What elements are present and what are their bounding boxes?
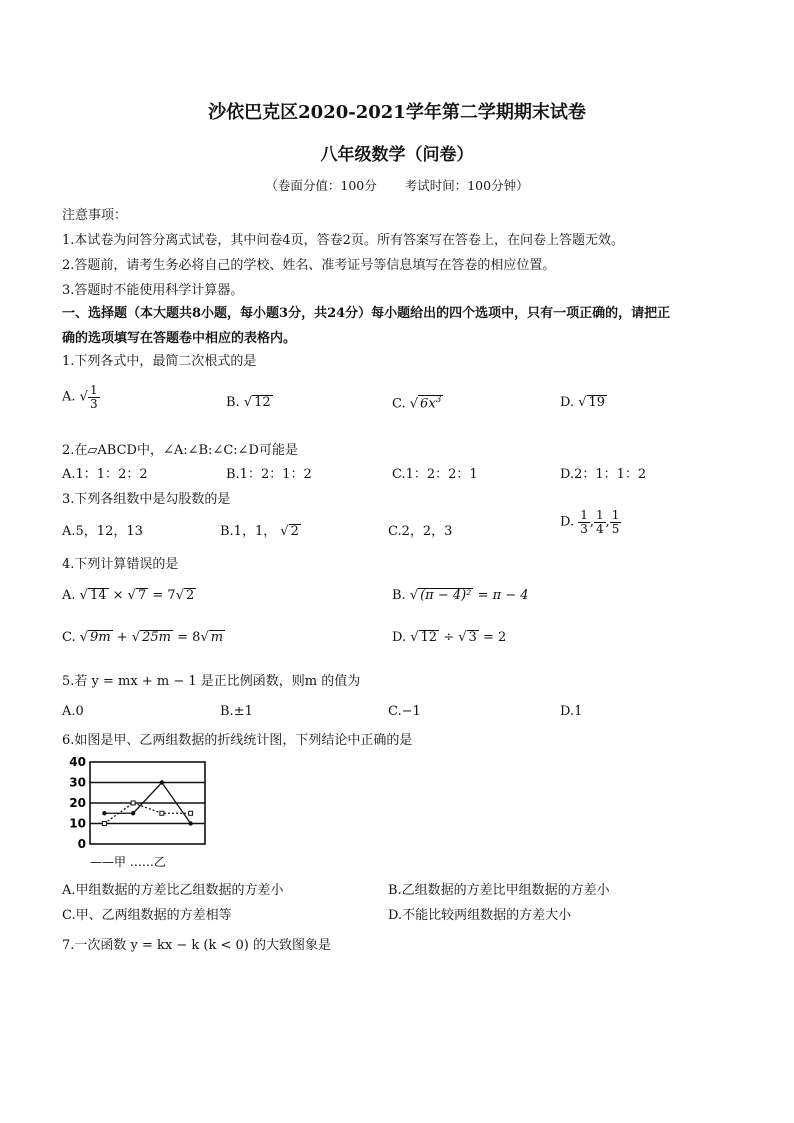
exam-title: 沙依巴克区2020-2021学年第二学期期末试卷 [208,102,586,123]
q3-d-frac1 [578,509,590,535]
q1-stem: 1.下列各式中，最简二次根式的是 [62,354,257,369]
radicand: 25m [142,630,171,645]
notes-header: 注意事项： [62,208,128,223]
q4-option-b: B. √ (π − 4)² = π − 4 [392,588,529,603]
q1-option-d: D. √ 19 [560,395,606,410]
frac-den: 3 [89,396,98,411]
q1-c-label: C. [392,396,406,412]
data-point [102,811,106,815]
q6-option-b: B.乙组数据的方差比甲组数据的方差小 [388,883,610,898]
radicand: m [210,630,224,645]
note-2: 2.答题前，请考生务必将自己的学校、姓名、准考证号等信息填写在答卷的相应位置。 [62,258,556,273]
q3-option-d: D. $\frac{1}{3}$ , $\frac{1}{4}$ , $\frac{1}{5}$ [560,508,620,536]
q3-d-label: D. [560,514,575,530]
equals: = 7 [152,588,176,603]
radicand: 3 [468,630,477,645]
q5-stem: 5.若 y = mx + m − 1 是正比例函数，则m 的值为 [62,674,361,689]
q4-d-label: D. [392,630,407,645]
radicand: 14 [89,588,107,603]
q1-b-radicand: 12 [254,395,271,410]
radicand: 7 [137,588,147,603]
data-point [188,821,192,825]
frac-den: 5 [611,521,620,536]
frac-num: 1 [89,383,98,397]
q6-stem: 6.如图是甲、乙两组数据的折线统计图，下列结论中正确的是 [62,733,413,748]
data-point [160,811,164,815]
sqrt-sign: √ [79,389,88,405]
q3-option-b: B.1，1， √ 2 [220,524,299,539]
radicand: 9m [90,630,111,645]
score-info: （卷面分值：100分 [265,178,377,193]
q3-option-c: C.2，2，3 [388,524,453,539]
q5-option-b: B.±1 [220,704,253,719]
data-point [102,822,106,826]
frac-num: 1 [580,508,588,522]
y-tick-label: 10 [69,816,86,831]
q7-stem: 7.一次函数 y = kx − k (k < 0) 的大致图象是 [62,938,331,953]
operator: + [116,630,128,645]
q1-b-label: B. [226,395,240,410]
q4-option-c: C. √ 9m + √ 25m = 8√ m [62,630,224,645]
q1-d-radicand: 19 [588,395,606,410]
q1-a-frac [88,384,100,410]
operator: ÷ [443,630,455,645]
note-1: 1.本试卷为问答分离式试卷，其中问卷4页，答卷2页。所有答案写在答卷上，在问卷上答题无效。 [62,233,624,248]
section-header-line1: 一、选择题（本大题共8小题，每小题3分，共24分）每小题给出的四个选项中，只有一项正确的，请把正 [62,306,671,321]
q1-c-base: 6x [420,396,436,412]
q2-option-c: C.1：2：2：1 [392,467,478,482]
chart-legend: ——甲 ……乙 [90,855,166,869]
radicand: 2 [185,588,195,603]
y-tick-label: 20 [69,796,86,810]
frac-den: 3 [580,521,588,536]
q4-option-d: D. √ 12 ÷ √ 3 = 2 [392,630,507,645]
q1-c-radicand [418,395,443,412]
q1-c-exp: 3 [435,395,442,405]
data-point [131,801,135,805]
frac-den: 4 [596,521,604,536]
q1-option-c: C. √ $6x^3$ [392,395,442,412]
radicand: 12 [420,630,438,645]
q6-option-d: D.不能比较两组数据的方差大小 [388,908,572,923]
equals: = 2 [482,630,507,645]
q5-option-c: C.−1 [388,704,421,719]
time-info: 考试时间：100分钟） [404,178,529,193]
q4-b-label: B. [392,588,406,603]
q2-option-a: A.1：1：2：2 [62,467,148,482]
q4-option-a: A. √ 14 × √ 7 = 7√ 2 [62,588,195,603]
q3-d-frac3 [610,509,622,535]
section-header-line2: 确的选项填写在答题卷中相应的表格内。 [62,331,297,346]
q5-option-d: D.1 [560,704,583,719]
q3-option-a: A.5，12，13 [62,524,143,539]
q5-option-a: A.0 [62,704,84,719]
data-point [131,811,135,815]
data-point [189,811,193,815]
q2-option-b: B.1：2：1：2 [226,467,312,482]
exam-meta [0,176,794,194]
q1-d-label: D. [560,395,575,410]
q6-option-c: C.甲、乙两组数据的方差相等 [62,908,232,923]
y-tick-label: 40 [69,755,86,769]
q3-stem: 3.下列各组数中是勾股数的是 [62,492,231,507]
data-point [160,780,164,784]
equals: = π − 4 [477,588,529,603]
q6-option-a: A.甲组数据的方差比乙组数据的方差小 [62,883,284,898]
y-tick-label: 30 [69,775,86,790]
q1-a-label: A. [62,389,76,405]
q2-stem: 2.在▱ABCD中，∠A:∠B:∠C:∠D可能是 [62,443,298,458]
q1-option-a [62,384,100,410]
q6-line-chart [60,752,220,872]
equals: = 8 [177,630,201,645]
frac-num: 1 [611,508,620,522]
exam-subtitle: 八年级数学（问卷） [320,145,474,165]
q4-stem: 4.下列计算错误的是 [62,557,179,572]
radicand: (π − 4)² [420,588,472,603]
q3-b-radicand: 2 [290,524,299,539]
q4-a-label: A. [62,588,76,603]
operator: × [112,588,124,603]
y-tick-label: 0 [77,837,86,851]
q4-c-label: C. [62,630,76,645]
note-3: 3.答题时不能使用科学计算器。 [62,283,244,298]
frac-num: 1 [596,508,604,522]
q1-option-b: B. √ 12 [226,395,271,410]
q2-option-d: D.2：1：1：2 [560,467,647,482]
q3-d-frac2 [594,509,606,535]
q3-b-label: B.1，1， [220,524,277,539]
